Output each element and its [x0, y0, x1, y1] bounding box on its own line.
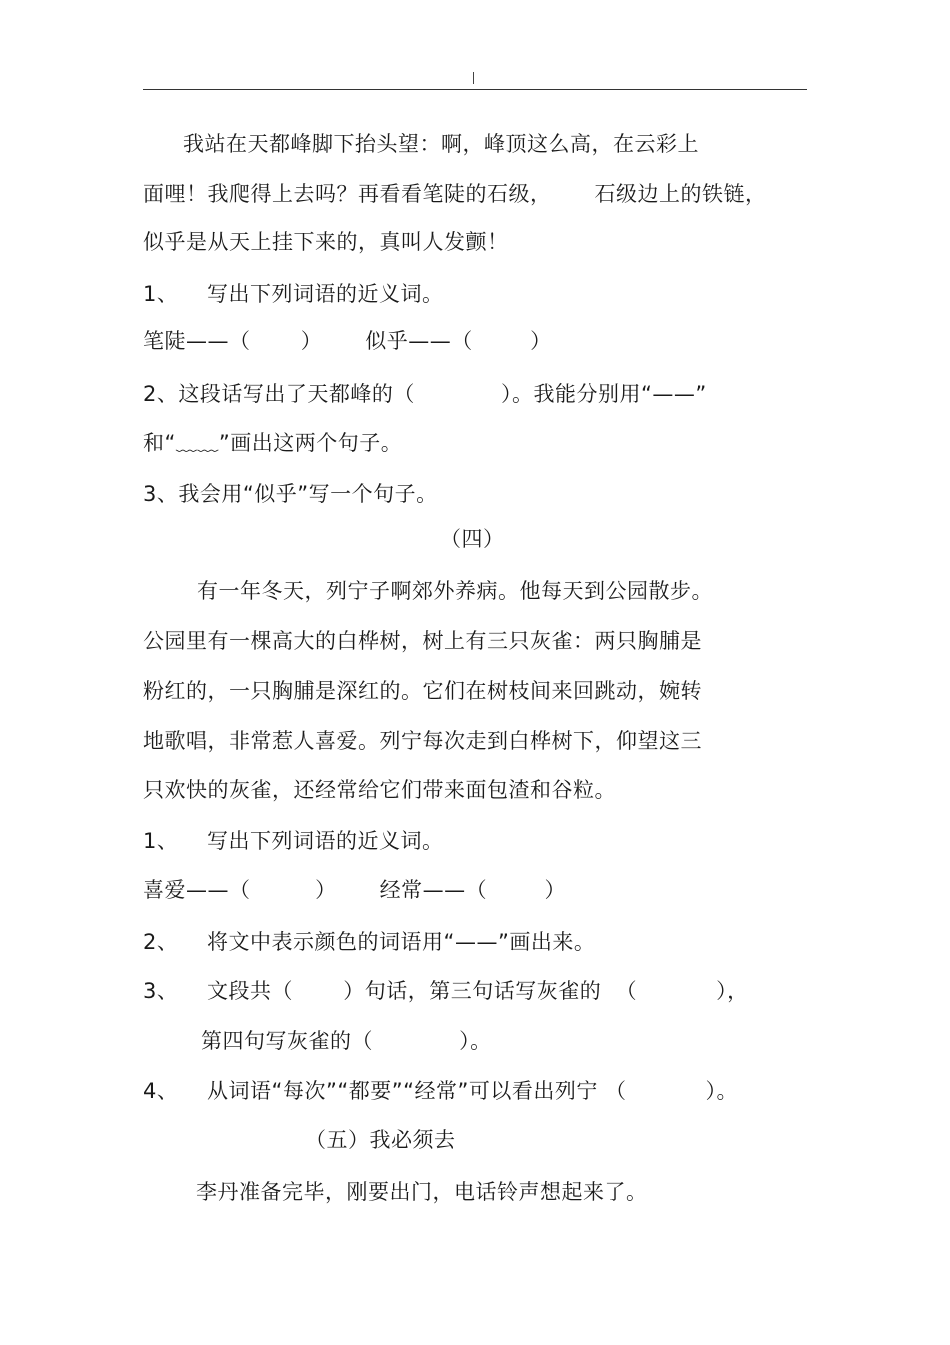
q3-2-line-2: 和“﹏﹏”画出这两个句子。 — [143, 431, 403, 455]
q3-3: 3、我会用“似乎”写一个句子。 — [143, 482, 438, 506]
q4-2: 2、 将文中表示颜色的词语用“——”画出来。 — [143, 930, 596, 954]
q3-1-blanks: 笔陡——（ ） 似乎——（ ） — [143, 329, 552, 353]
passage3-line-2: 面哩！我爬得上去吗？再看看笔陡的石级， 石级边上的铁链， — [143, 182, 767, 206]
q4-3-line-1: 3、 文段共（ ）句话，第三句话写灰雀的 （ ）， — [143, 979, 749, 1003]
header-rule — [143, 89, 807, 90]
q4-1-prompt: 1、 写出下列词语的近义词。 — [143, 829, 444, 853]
q3-2-line-1: 2、这段话写出了天都峰的（ ）。我能分别用“——” — [143, 382, 707, 406]
passage4-line-3: 粉红的，一只胸脯是深红的。它们在树枝间来回跳动，婉转 — [143, 679, 702, 703]
passage3-line-3: 似乎是从天上挂下来的，真叫人发颤！ — [143, 230, 509, 254]
passage4-line-2: 公园里有一棵高大的白桦树，树上有三只灰雀：两只胸脯是 — [143, 629, 702, 653]
passage4-line-5: 只欢快的灰雀，还经常给它们带来面包渣和谷粒。 — [143, 778, 616, 802]
q4-4: 4、 从词语“每次”“都要”“经常”可以看出列宁 （ ）。 — [143, 1079, 738, 1103]
q4-1-blanks: 喜爱——（ ） 经常——（ ） — [143, 878, 567, 902]
section-4-heading: （四） — [440, 527, 505, 551]
q3-1-prompt: 1、 写出下列词语的近义词。 — [143, 282, 444, 306]
header-mark — [473, 72, 474, 84]
section-5-heading: （五）我必须去 — [305, 1128, 456, 1152]
passage4-line-4: 地歌唱，非常惹人喜爱。列宁每次走到白桦树下，仰望这三 — [143, 729, 702, 753]
passage5-line-1: 李丹准备完毕，刚要出门，电话铃声想起来了。 — [196, 1180, 648, 1204]
passage4-line-1: 有一年冬天，列宁子啊郊外养病。他每天到公园散步。 — [197, 579, 713, 603]
passage3-line-1: 我站在天都峰脚下抬头望：啊，峰顶这么高，在云彩上 — [183, 132, 699, 156]
q4-3-line-2: 第四句写灰雀的（ ）。 — [201, 1029, 492, 1053]
